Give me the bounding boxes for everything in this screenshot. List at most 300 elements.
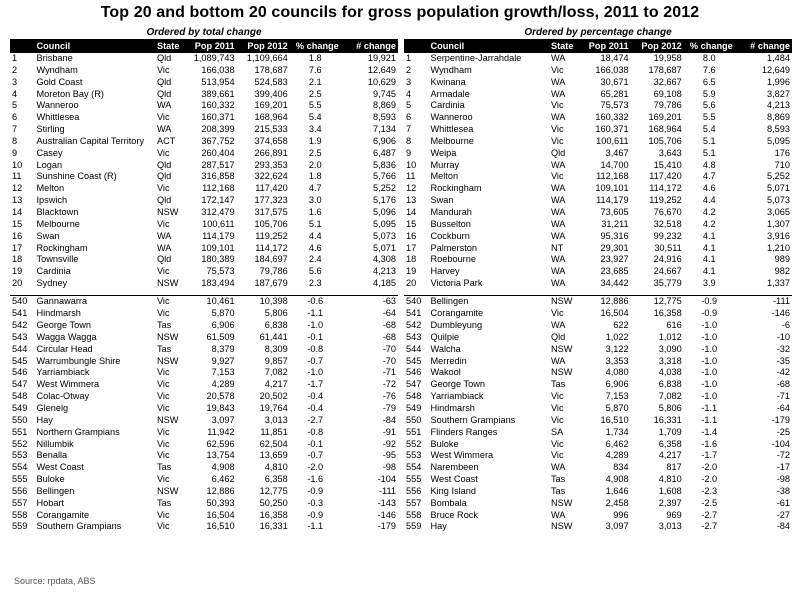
cell-rank: 550 bbox=[12, 414, 28, 425]
cell-pct-change: 4.1 bbox=[702, 230, 716, 241]
cell-pct-change: 7.6 bbox=[702, 64, 716, 75]
percentage-change-table bbox=[404, 39, 792, 533]
cell-pop-2011: 7,153 bbox=[605, 391, 629, 402]
cell-council: Hindmarsh bbox=[36, 308, 81, 319]
cell-council: Armadale bbox=[430, 88, 470, 99]
cell-council: Hobart bbox=[36, 497, 65, 508]
cell-state: NSW bbox=[550, 497, 573, 508]
cell-pop-2012: 1,709 bbox=[658, 426, 682, 437]
cell-num-change: 1,996 bbox=[767, 76, 790, 87]
cell-pop-2012: 5,806 bbox=[264, 308, 288, 319]
cell-state: NSW bbox=[156, 414, 179, 425]
cell-pop-2012: 79,786 bbox=[259, 266, 288, 277]
cell-rank: 541 bbox=[12, 308, 28, 319]
cell-state: Vic bbox=[156, 426, 170, 437]
cell-rank: 2 bbox=[406, 64, 412, 75]
cell-council: Melton bbox=[430, 171, 459, 182]
table-row bbox=[404, 254, 792, 266]
cell-num-change: 1,337 bbox=[767, 278, 790, 289]
header-pop-2011: Pop 2011 bbox=[194, 41, 235, 51]
cell-pop-2011: 95,316 bbox=[600, 230, 629, 241]
table-row bbox=[404, 112, 792, 124]
cell-rank: 10 bbox=[406, 159, 417, 170]
cell-pop-2012: 76,670 bbox=[653, 206, 682, 217]
cell-pop-2011: 73,605 bbox=[600, 206, 629, 217]
cell-num-change: 19,921 bbox=[367, 53, 396, 63]
cell-num-change: 1,307 bbox=[767, 218, 790, 229]
cell-pop-2011: 112,168 bbox=[202, 183, 235, 194]
cell-pop-2012: 105,706 bbox=[648, 135, 682, 146]
table-row bbox=[404, 124, 792, 136]
cell-state: WA bbox=[156, 230, 172, 241]
table-row bbox=[404, 462, 792, 474]
cell-council: West Coast bbox=[36, 462, 84, 473]
cell-pop-2011: 316,858 bbox=[201, 171, 235, 182]
table-row bbox=[404, 266, 792, 278]
cell-council: Roebourne bbox=[430, 254, 476, 265]
cell-pct-change: 2.5 bbox=[308, 147, 322, 158]
cell-num-change: -84 bbox=[776, 521, 790, 532]
cell-pop-2012: 3,643 bbox=[658, 147, 682, 158]
cell-state: Vic bbox=[156, 509, 170, 520]
cell-pct-change: 2.4 bbox=[308, 254, 322, 265]
table-row bbox=[10, 266, 398, 278]
cell-pop-2011: 180,389 bbox=[201, 254, 235, 265]
cell-pop-2011: 100,611 bbox=[596, 135, 629, 146]
table-row bbox=[404, 320, 792, 332]
cell-pop-2011: 183,494 bbox=[201, 278, 235, 289]
table-row bbox=[10, 183, 398, 195]
cell-council: Colac-Otway bbox=[36, 391, 90, 402]
cell-pop-2011: 8,379 bbox=[211, 343, 235, 354]
cell-num-change: 5,252 bbox=[767, 171, 790, 182]
cell-council: Ipswich bbox=[36, 195, 68, 206]
cell-state: WA bbox=[156, 242, 172, 253]
table-row bbox=[404, 439, 792, 451]
table-row bbox=[404, 486, 792, 498]
cell-rank: 554 bbox=[12, 462, 28, 473]
cell-rank: 541 bbox=[406, 308, 422, 319]
cell-state: Vic bbox=[550, 64, 564, 75]
cell-state: WA bbox=[550, 112, 566, 123]
right-section-label: Ordered by percentage change bbox=[524, 27, 672, 38]
cell-pop-2011: 260,404 bbox=[201, 147, 235, 158]
cell-pct-change: 1.8 bbox=[308, 171, 322, 182]
cell-pop-2012: 24,667 bbox=[653, 266, 682, 277]
table-header-row bbox=[10, 39, 398, 53]
cell-council: Melbourne bbox=[36, 218, 80, 229]
cell-council: Casey bbox=[36, 147, 63, 158]
cell-pct-change: -0.8 bbox=[307, 343, 324, 354]
cell-pop-2012: 8,309 bbox=[264, 343, 288, 354]
cell-council: Dumbleyung bbox=[430, 320, 483, 331]
cell-num-change: -111 bbox=[735, 296, 792, 308]
cell-pop-2011: 367,752 bbox=[201, 135, 235, 146]
cell-state: Vic bbox=[155, 296, 186, 308]
cell-pop-2012: 1,109,664 bbox=[246, 53, 288, 63]
table-row bbox=[10, 77, 398, 89]
cell-state: Vic bbox=[156, 147, 170, 158]
cell-pct-change: 5.1 bbox=[702, 147, 716, 158]
cell-council: Glenelg bbox=[36, 402, 69, 413]
cell-num-change: -38 bbox=[776, 485, 790, 496]
cell-pop-2011: 14,700 bbox=[600, 159, 629, 170]
cell-pop-2012: 16,331 bbox=[653, 414, 682, 425]
cell-pop-2012: 1,608 bbox=[658, 485, 682, 496]
total-change-table bbox=[10, 39, 398, 533]
cell-rank: 555 bbox=[12, 474, 28, 485]
cell-pop-2011: 6,906 bbox=[605, 379, 629, 390]
cell-rank: 549 bbox=[12, 402, 28, 413]
cell-state: NSW bbox=[156, 485, 179, 496]
cell-state: NSW bbox=[549, 296, 580, 308]
cell-council: Blacktown bbox=[36, 206, 79, 217]
cell-council: Wakool bbox=[430, 367, 461, 378]
cell-pop-2011: 23,685 bbox=[600, 266, 629, 277]
cell-pct-change: -2.7 bbox=[701, 521, 718, 532]
cell-num-change: 982 bbox=[774, 266, 790, 277]
table-row bbox=[404, 278, 792, 290]
cell-rank: 8 bbox=[12, 135, 18, 146]
table-row bbox=[10, 403, 398, 415]
cell-council: Buloke bbox=[36, 474, 65, 485]
cell-state: WA bbox=[156, 124, 172, 135]
cell-state: Vic bbox=[156, 379, 170, 390]
cell-pct-change: -0.1 bbox=[307, 438, 324, 449]
cell-rank: 559 bbox=[12, 521, 28, 532]
cell-pct-change: 4.7 bbox=[702, 171, 716, 182]
cell-pct-change: -0.7 bbox=[307, 355, 324, 366]
cell-pop-2011: 622 bbox=[613, 320, 629, 331]
table-row bbox=[10, 521, 398, 533]
cell-state: NSW bbox=[550, 367, 573, 378]
cell-rank: 545 bbox=[406, 355, 422, 366]
cell-rank: 16 bbox=[406, 230, 417, 241]
cell-num-change: -42 bbox=[776, 367, 790, 378]
cell-council: George Town bbox=[36, 320, 91, 331]
table-row bbox=[404, 450, 792, 462]
cell-council: Rockingham bbox=[36, 242, 88, 253]
cell-num-change: 6,487 bbox=[373, 147, 396, 158]
cell-pct-change: -0.9 bbox=[684, 296, 735, 308]
cell-pct-change: 4.6 bbox=[308, 242, 322, 253]
cell-state: NSW bbox=[550, 343, 573, 354]
cell-council: Merredin bbox=[430, 355, 467, 366]
cell-council: Buloke bbox=[430, 438, 459, 449]
cell-council: Cardinia bbox=[430, 100, 465, 111]
cell-num-change: -68 bbox=[776, 379, 790, 390]
cell-council: Wyndham bbox=[36, 64, 78, 75]
cell-pct-change: 2.5 bbox=[308, 88, 322, 99]
cell-pop-2011: 5,870 bbox=[605, 402, 629, 413]
cell-state: Qld bbox=[550, 147, 566, 158]
cell-pop-2012: 7,082 bbox=[658, 391, 682, 402]
cell-rank: 551 bbox=[12, 426, 28, 437]
cell-pct-change: 5.4 bbox=[308, 112, 322, 123]
cell-rank: 1 bbox=[406, 53, 412, 63]
cell-pop-2012: 293,353 bbox=[254, 159, 288, 170]
table-row bbox=[10, 219, 398, 231]
cell-state: Vic bbox=[550, 414, 564, 425]
cell-pop-2012: 399,406 bbox=[254, 88, 288, 99]
cell-num-change: -95 bbox=[382, 450, 396, 461]
cell-pct-change: -0.4 bbox=[307, 402, 324, 413]
cell-state: Vic bbox=[156, 308, 170, 319]
page-title: Top 20 and bottom 20 councils for gross population growth/loss, 2011 to 2012 bbox=[100, 4, 700, 21]
cell-pct-change: -0.4 bbox=[307, 391, 324, 402]
cell-pop-2012: 3,090 bbox=[658, 343, 682, 354]
cell-num-change: 5,252 bbox=[373, 183, 396, 194]
cell-council: Hindmarsh bbox=[430, 402, 475, 413]
cell-pct-change: -0.9 bbox=[307, 509, 324, 520]
table-row bbox=[10, 243, 398, 255]
cell-rank: 552 bbox=[12, 438, 28, 449]
cell-council: Whittlesea bbox=[36, 112, 80, 123]
cell-pop-2012: 5,806 bbox=[658, 402, 682, 413]
table-row bbox=[10, 379, 398, 391]
cell-state: Vic bbox=[550, 308, 564, 319]
cell-pct-change: 4.7 bbox=[308, 183, 322, 194]
header-pct-change: % change bbox=[689, 41, 733, 51]
cell-pop-2011: 6,462 bbox=[211, 474, 235, 485]
cell-council: Murray bbox=[430, 159, 460, 170]
cell-council: Wyndham bbox=[430, 64, 472, 75]
cell-pop-2011: 29,301 bbox=[600, 242, 629, 253]
cell-pop-2011: 62,596 bbox=[206, 438, 235, 449]
cell-rank: 10 bbox=[12, 159, 23, 170]
cell-pop-2012: 79,786 bbox=[653, 100, 682, 111]
cell-pop-2011: 1,734 bbox=[605, 426, 629, 437]
cell-state: Tas bbox=[156, 462, 172, 473]
cell-state: NSW bbox=[156, 331, 179, 342]
cell-council: King Island bbox=[430, 485, 476, 496]
cell-pop-2012: 35,779 bbox=[653, 278, 682, 289]
cell-num-change: -98 bbox=[382, 462, 396, 473]
cell-pct-change: -0.8 bbox=[307, 426, 324, 437]
cell-pct-change: 5.1 bbox=[702, 135, 716, 146]
cell-num-change: 4,185 bbox=[373, 278, 396, 289]
cell-rank: 553 bbox=[406, 450, 422, 461]
cell-pop-2012: 12,775 bbox=[259, 485, 288, 496]
cell-num-change: 6,906 bbox=[373, 135, 396, 146]
table-row bbox=[10, 510, 398, 522]
cell-pop-2012: 169,201 bbox=[648, 112, 682, 123]
cell-pct-change: -2.0 bbox=[701, 462, 718, 473]
cell-pct-change: -1.6 bbox=[701, 438, 718, 449]
cell-pop-2012: 117,420 bbox=[255, 183, 288, 194]
table-row bbox=[404, 379, 792, 391]
table-row bbox=[10, 450, 398, 462]
cell-pop-2012: 10,398 bbox=[237, 296, 290, 308]
table-row bbox=[10, 427, 398, 439]
cell-pop-2012: 50,250 bbox=[259, 497, 288, 508]
cell-pop-2012: 616 bbox=[666, 320, 682, 331]
cell-pop-2011: 109,101 bbox=[201, 242, 235, 253]
cell-rank: 13 bbox=[12, 195, 23, 206]
cell-pop-2011: 172,147 bbox=[201, 195, 235, 206]
cell-pop-2012: 6,358 bbox=[658, 438, 682, 449]
cell-pct-change: -2.0 bbox=[307, 462, 324, 473]
cell-pct-change: 3.0 bbox=[308, 195, 322, 206]
table-row bbox=[10, 308, 398, 320]
cell-rank: 11 bbox=[406, 171, 416, 182]
cell-pop-2012: 168,964 bbox=[648, 124, 682, 135]
cell-council: Benalla bbox=[36, 450, 68, 461]
cell-pct-change: 5.6 bbox=[308, 266, 322, 277]
cell-pct-change: 4.4 bbox=[308, 230, 322, 241]
cell-num-change: 5,766 bbox=[373, 171, 396, 182]
cell-num-change: -111 bbox=[378, 485, 396, 496]
cell-rank: 3 bbox=[406, 76, 412, 87]
cell-state: WA bbox=[550, 159, 566, 170]
cell-state: Tas bbox=[550, 379, 566, 390]
cell-pct-change: -1.0 bbox=[307, 320, 324, 331]
cell-num-change: 8,869 bbox=[767, 112, 790, 123]
cell-pop-2011: 160,371 bbox=[201, 112, 235, 123]
cell-rank: 540 bbox=[404, 296, 429, 308]
cell-state: NSW bbox=[156, 355, 179, 366]
cell-rank: 17 bbox=[12, 242, 23, 253]
cell-pct-change: -0.6 bbox=[290, 296, 341, 308]
table-row bbox=[10, 207, 398, 219]
cell-pop-2011: 513,954 bbox=[201, 76, 235, 87]
cell-state: Tas bbox=[550, 485, 566, 496]
table-row bbox=[10, 171, 398, 183]
cell-council: Bruce Rock bbox=[430, 509, 478, 520]
cell-pct-change: -0.9 bbox=[307, 485, 324, 496]
cell-state: ACT bbox=[156, 135, 176, 146]
cell-num-change: -71 bbox=[382, 367, 396, 378]
header-num-change: # change bbox=[356, 41, 396, 51]
cell-pct-change: -1.0 bbox=[701, 331, 718, 342]
table-row bbox=[10, 415, 398, 427]
cell-num-change: -72 bbox=[776, 450, 790, 461]
cell-rank: 556 bbox=[12, 485, 28, 496]
cell-pct-change: -1.0 bbox=[701, 320, 718, 331]
cell-rank: 553 bbox=[12, 450, 28, 461]
cell-pop-2012: 32,518 bbox=[653, 218, 682, 229]
cell-num-change: 5,073 bbox=[767, 195, 790, 206]
cell-num-change: 12,649 bbox=[367, 64, 396, 75]
cell-pct-change: -2.0 bbox=[701, 474, 718, 485]
table-row bbox=[404, 53, 792, 65]
cell-pct-change: -1.0 bbox=[701, 379, 718, 390]
cell-rank: 5 bbox=[12, 100, 18, 111]
cell-pop-2011: 4,289 bbox=[605, 450, 629, 461]
cell-num-change: 5,071 bbox=[373, 242, 396, 253]
cell-pct-change: 5.6 bbox=[702, 100, 716, 111]
cell-pop-2012: 169,201 bbox=[254, 100, 288, 111]
cell-num-change: 9,745 bbox=[373, 88, 396, 99]
cell-rank: 8 bbox=[406, 135, 412, 146]
cell-rank: 545 bbox=[12, 355, 28, 366]
table-row bbox=[404, 243, 792, 255]
cell-pop-2012: 24,916 bbox=[653, 254, 682, 265]
cell-pct-change: 5.4 bbox=[702, 124, 716, 135]
table-row bbox=[10, 100, 398, 112]
table-row bbox=[404, 308, 792, 320]
cell-state: WA bbox=[550, 195, 566, 206]
cell-pop-2012: 266,891 bbox=[254, 147, 288, 158]
cell-pop-2012: 177,323 bbox=[254, 195, 288, 206]
cell-pop-2012: 16,358 bbox=[653, 308, 682, 319]
cell-pop-2011: 208,399 bbox=[201, 124, 235, 135]
cell-pop-2012: 61,441 bbox=[259, 331, 288, 342]
cell-pop-2011: 3,122 bbox=[605, 343, 629, 354]
left-section-label: Ordered by total change bbox=[146, 27, 262, 38]
cell-council: Whittlesea bbox=[430, 124, 474, 135]
cell-num-change: 710 bbox=[774, 159, 790, 170]
table-row bbox=[10, 195, 398, 207]
cell-state: Vic bbox=[550, 100, 564, 111]
cell-state: Tas bbox=[156, 320, 172, 331]
cell-council: Warrumbungle Shire bbox=[36, 355, 121, 366]
cell-pct-change: -1.0 bbox=[701, 391, 718, 402]
cell-pct-change: -1.0 bbox=[701, 355, 718, 366]
cell-pop-2011: 287,517 bbox=[201, 159, 235, 170]
cell-state: WA bbox=[550, 230, 566, 241]
cell-rank: 9 bbox=[12, 147, 18, 158]
cell-pop-2012: 7,082 bbox=[264, 367, 288, 378]
cell-council: Australian Capital Territory bbox=[36, 135, 145, 146]
cell-pct-change: -2.3 bbox=[701, 485, 718, 496]
table-header-row bbox=[404, 39, 792, 53]
cell-rank: 15 bbox=[12, 218, 23, 229]
cell-pop-2011: 34,442 bbox=[600, 278, 629, 289]
cell-pop-2012: 32,667 bbox=[653, 76, 682, 87]
cell-council: Cockburn bbox=[430, 230, 470, 241]
cell-pop-2012: 99,232 bbox=[653, 230, 682, 241]
cell-pct-change: -1.0 bbox=[307, 367, 324, 378]
cell-pct-change: -1.6 bbox=[307, 474, 324, 485]
table-row bbox=[10, 65, 398, 77]
left-table-panel bbox=[10, 39, 398, 533]
cell-state: WA bbox=[550, 266, 566, 277]
cell-pop-2012: 11,851 bbox=[260, 426, 288, 437]
cell-rank: 18 bbox=[406, 254, 417, 265]
cell-state: NSW bbox=[550, 521, 573, 532]
header-state: State bbox=[156, 41, 180, 51]
cell-num-change: -79 bbox=[382, 402, 396, 413]
cell-state: Vic bbox=[550, 171, 564, 182]
cell-state: Vic bbox=[156, 474, 170, 485]
cell-council: Weipa bbox=[430, 147, 457, 158]
cell-pct-change: -1.7 bbox=[701, 450, 718, 461]
table-row bbox=[10, 278, 398, 290]
cell-num-change: -70 bbox=[382, 355, 396, 366]
cell-num-change: -25 bbox=[776, 426, 790, 437]
cell-rank: 546 bbox=[406, 367, 422, 378]
table-row bbox=[10, 391, 398, 403]
cell-num-change: 4,308 bbox=[373, 254, 396, 265]
table-row bbox=[404, 296, 792, 308]
cell-pop-2011: 4,908 bbox=[605, 474, 629, 485]
header-num-change: # change bbox=[750, 41, 790, 51]
table-row bbox=[10, 439, 398, 451]
cell-rank: 2 bbox=[12, 64, 18, 75]
cell-rank: 554 bbox=[406, 462, 422, 473]
table-row bbox=[404, 344, 792, 356]
cell-pop-2012: 105,706 bbox=[254, 218, 288, 229]
cell-pop-2011: 3,097 bbox=[211, 414, 235, 425]
cell-council: West Wimmera bbox=[36, 379, 100, 390]
cell-council: Swan bbox=[430, 195, 454, 206]
cell-pop-2012: 317,575 bbox=[254, 206, 288, 217]
cell-rank: 6 bbox=[12, 112, 18, 123]
cell-pct-change: 1.9 bbox=[308, 135, 322, 146]
cell-pop-2012: 6,838 bbox=[264, 320, 288, 331]
cell-pct-change: 3.4 bbox=[308, 124, 322, 135]
